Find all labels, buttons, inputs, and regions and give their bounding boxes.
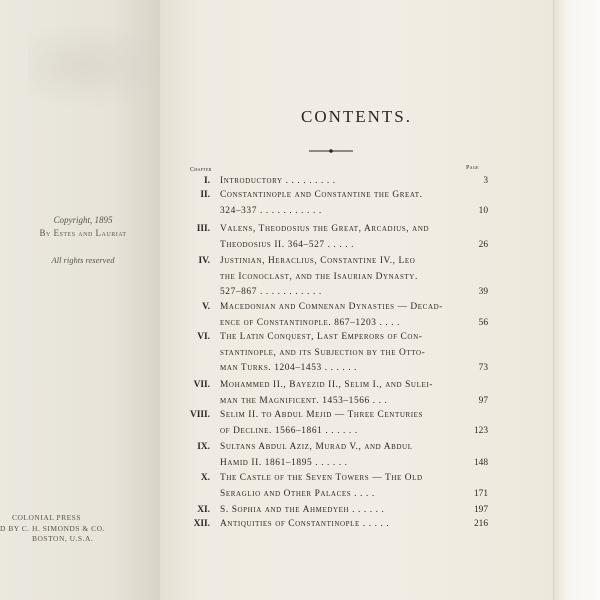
chapter-title-line: The Castle of the Seven Towers — The Old [220, 473, 423, 483]
page-edge [553, 0, 600, 600]
page-number: 148 [473, 457, 488, 468]
chapter-title-line: stantinople, and its Subjection by the Otto- [220, 347, 426, 358]
chapter-title-line: The Latin Conquest, Last Emperors of Con- [220, 332, 423, 342]
page-number: 171 [473, 488, 488, 499]
press-line: BOSTON, U.S.A. [32, 534, 94, 543]
chapter-title-line: man Turks. 1204–1453 . . . . . . [220, 363, 358, 374]
chapter-title [220, 330, 460, 377]
page-number: 216 [473, 519, 488, 529]
contents-title: CONTENTS. [300, 107, 413, 126]
chapter-title [220, 300, 460, 331]
chapter-title [220, 222, 460, 253]
chapter-title-line: the Iconoclast, and the Isaurian Dynasty. [220, 271, 418, 282]
page-number: 197 [473, 505, 488, 515]
page-number: 97 [478, 395, 488, 406]
chapter-title-line: Sultans Abdul Aziz, Murad V., and Abdul [220, 442, 413, 452]
rights-line: All rights reserved [51, 255, 115, 265]
chapter-title-line: Macedonian and Comnenan Dynasties — Decad- [220, 302, 443, 312]
chapter-title-line: of Decline. 1566–1861 . . . . . . [220, 425, 358, 436]
chapter-title-line: Selim II. to Abdul Mejid — Three Centuries [220, 410, 424, 420]
chapter-title [220, 517, 460, 533]
left-page [0, 0, 161, 600]
page-number: 123 [473, 425, 488, 436]
chapter-title [220, 440, 460, 471]
page-number: 56 [478, 317, 488, 328]
chapter-number: VIII. [189, 410, 210, 420]
chapter-title-line: man the Magnificent. 1453–1566 . . . [220, 395, 388, 406]
page-number: 26 [478, 239, 488, 250]
chapter-title [220, 254, 460, 301]
copyright-line: Copyright, 1895 [53, 215, 113, 225]
publisher-line: By Estes and Lauriat [39, 228, 127, 238]
chapter-title-line: Hamid II. 1861–1895 . . . . . . [220, 457, 348, 468]
chapter-number: XI. [197, 505, 210, 515]
press-line: D BY C. H. SIMONDS & CO. [0, 523, 105, 533]
chapter-title [220, 188, 460, 219]
chapter-title-line: 527–867 . . . . . . . . . . . [220, 287, 322, 298]
copyright-notice [8, 214, 158, 240]
press-imprint [0, 513, 160, 545]
press-line: COLONIAL PRESS [12, 513, 82, 522]
title-ornament [309, 149, 353, 153]
chapter-number: X. [200, 473, 210, 483]
chapter-title-line: Seraglio and Other Palaces . . . . [220, 488, 375, 499]
chapter-title-line: Introductory . . . . . . . . . [220, 176, 336, 186]
chapter-number: I. [204, 176, 210, 186]
chapter-title-line: Justinian, Heraclius, Constantine IV., Leo [220, 256, 416, 266]
page-number: 3 [483, 176, 488, 186]
chapter-number: V. [202, 302, 210, 312]
chapter-number: III. [196, 224, 210, 234]
chapter-number: VI. [197, 332, 210, 342]
chapter-title-line: Theodosius II. 364–527 . . . . . [220, 239, 355, 250]
chapter-title-line: Constantinople and Constantine the Great. [220, 190, 423, 200]
chapter-title-line: Valens, Theodosius the Great, Arcadius, and [220, 224, 430, 234]
chapter-title-line: 324–337 . . . . . . . . . . . [220, 205, 322, 216]
chapter-number: II. [200, 190, 210, 200]
chapter-number: XII. [193, 519, 210, 529]
chapter-number: VII. [193, 380, 210, 390]
chapter-title [220, 378, 460, 409]
chapter-title-line: Mohammed II., Bayezid II., Selim I., and Sulei- [220, 380, 433, 390]
chapter-number: IX. [197, 442, 210, 452]
page-number: 10 [478, 205, 488, 216]
chapter-title-line: Antiquities of Constantinople . . . . . [220, 519, 390, 529]
page-number: 39 [478, 287, 488, 298]
chapter-header: Chapter [190, 167, 212, 173]
chapter-number: IV. [198, 256, 210, 266]
chapter-title-line: ence of Constantinople. 867–1203 . . . . [220, 317, 401, 328]
chapter-title [220, 471, 460, 502]
page-number: 73 [478, 363, 488, 374]
chapter-title [220, 408, 460, 439]
chapter-title-line: S. Sophia and the Ahmedyeh . . . . . . [220, 505, 385, 515]
page-header: Page [466, 165, 479, 171]
bleed-through-title [28, 20, 168, 110]
